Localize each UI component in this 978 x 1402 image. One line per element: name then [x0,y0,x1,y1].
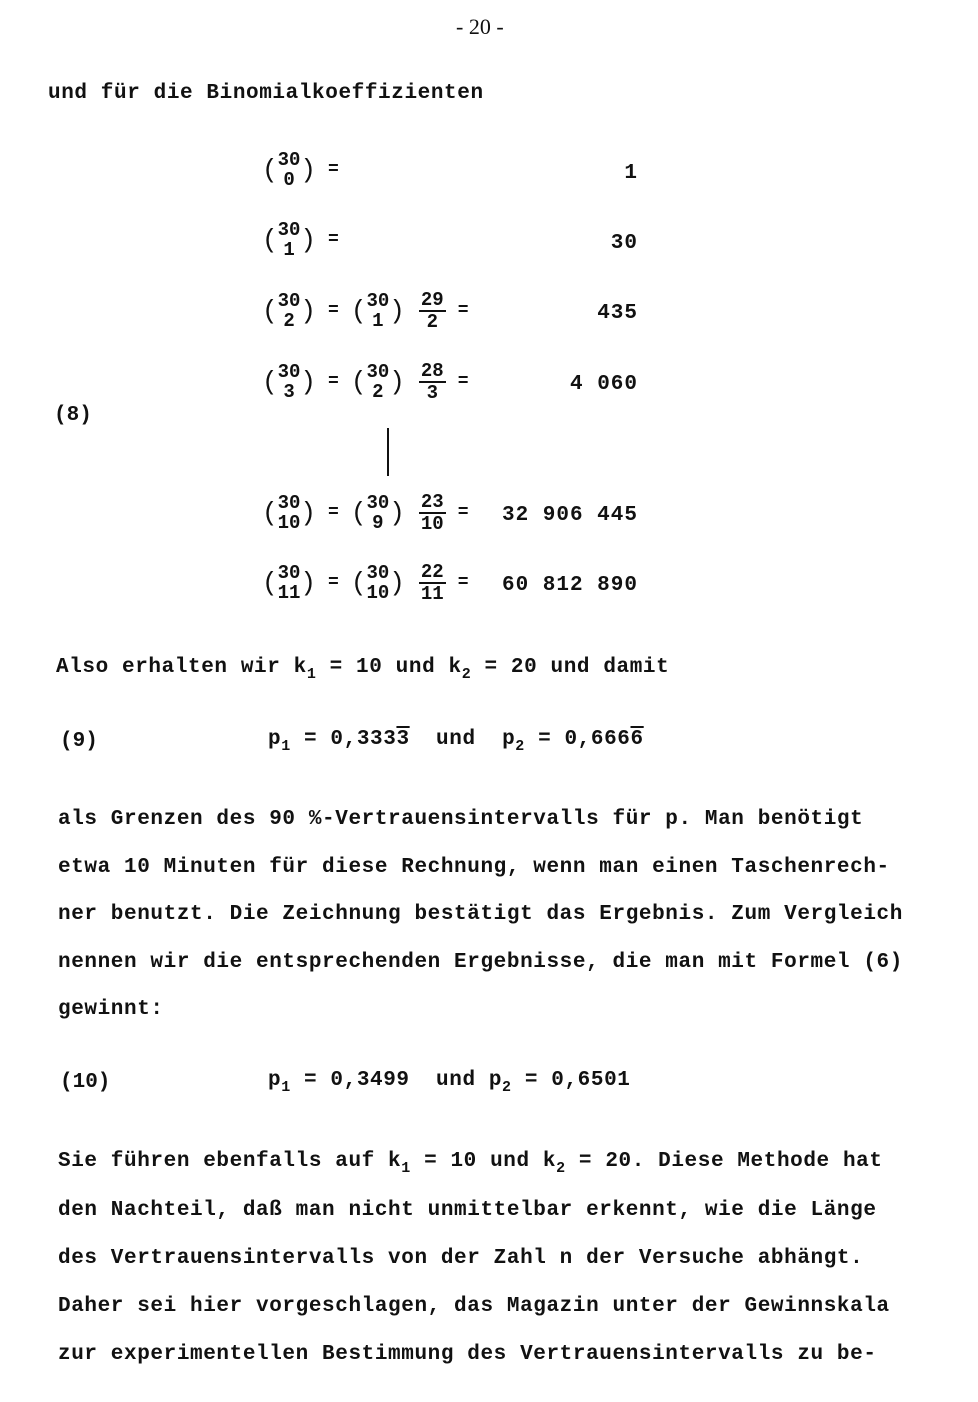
binomial-value: 4 060 [569,373,638,396]
p2-value: = 0,6501 [511,1069,631,1092]
equals-sign: = [457,573,469,593]
p2-prefix: Sie führen ebenfalls auf k [58,1150,402,1173]
equals-sign: = [328,301,339,321]
right-paren: ) [300,296,317,326]
fraction-numerator: 23 [420,491,444,513]
binom-n: 30 [277,492,301,514]
equation-9 [268,728,644,755]
also-line [56,656,669,683]
equals-sign: = [328,503,339,523]
binomial-rhs [351,362,405,402]
binom-n: 30 [366,492,390,514]
p2-suffix: = 20. Diese Methode hat [565,1150,883,1173]
p1-sub: 1 [281,1079,291,1096]
binomial-lhs [262,150,316,190]
fraction-numerator: 22 [420,561,444,583]
p2-sub: 2 [515,738,525,755]
binomial-row [262,562,481,612]
left-paren: ( [262,498,278,528]
p2-repeat-digit: 6 [630,728,644,751]
fraction [419,361,446,403]
p1-sub: 1 [281,738,291,755]
binom-n: 30 [277,219,301,241]
equals-sign: = [457,372,469,392]
binomial-rhs [351,493,405,533]
binomial-row [262,361,481,411]
fraction-denominator: 10 [420,513,444,535]
equation-10 [268,1069,630,1096]
right-paren: ) [300,225,317,255]
binomial-lhs [262,563,316,603]
sub-1: 1 [401,1160,411,1177]
binomial-value: 60 812 890 [501,574,638,597]
binom-n: 30 [277,149,301,171]
binom-k: 1 [283,239,295,261]
fraction-denominator: 3 [426,382,438,404]
equals-sign: = [328,230,339,250]
p1-value: = 0,333 [290,728,397,751]
also-mid: = 10 und k [316,656,462,679]
p1-repeat-digit: 3 [396,728,410,751]
binomial-lhs [262,493,316,533]
text-line: als Grenzen des 90 %-Vertrauensintervalls für p. Man benötigt [58,808,864,831]
binom-k: 0 [283,169,295,191]
binomial-rhs [351,291,405,331]
sub-2: 2 [556,1160,566,1177]
equals-sign: = [328,573,339,593]
binom-n: 30 [366,290,390,312]
binomial-value: 435 [597,302,638,325]
fraction-denominator: 2 [426,311,438,333]
binom-k: 2 [283,310,295,332]
left-paren: ( [350,568,367,598]
text-line: Daher sei hier vorgeschlagen, das Magazin unter der Gewinnskala [58,1295,890,1318]
text-line: nennen wir die entsprechenden Ergebnisse, die man mit Formel (6) [58,950,903,974]
binom-k: 11 [277,582,301,604]
binomial-lhs [262,291,316,331]
left-paren: ( [262,367,278,397]
left-paren: ( [350,498,367,528]
left-paren: ( [262,155,278,185]
page-number: - 20 - [456,14,504,39]
fraction [419,492,446,534]
equals-sign: = [457,301,469,321]
p1-value: = 0,3499 und p [290,1069,503,1092]
left-paren: ( [262,568,278,598]
also-suffix: = 20 und damit [471,656,670,679]
fraction-denominator: 11 [420,583,444,605]
right-paren: ) [389,367,405,397]
sub-2: 2 [461,666,472,683]
right-paren: ) [389,568,405,598]
p2-mid: = 10 und k [410,1150,557,1173]
left-paren: ( [262,296,278,326]
p1-symbol: p [268,728,282,751]
equals-sign: = [328,160,339,180]
binomial-value: 30 [610,232,638,255]
text-line: ner benutzt. Die Zeichnung bestätigt das Ergebnis. Zum Vergleich [58,903,903,926]
right-paren: ) [300,155,317,185]
sub-1: 1 [306,666,317,683]
left-paren: ( [350,296,367,326]
binom-k: 3 [283,381,295,403]
binomial-rhs [351,563,405,603]
p2-sub: 2 [502,1079,512,1096]
binomial-lhs [262,220,316,260]
binom-n: 30 [277,361,301,383]
right-paren: ) [300,498,317,528]
p2-symbol: p [502,728,516,751]
binom-n: 30 [366,562,390,584]
binomial-row [262,220,351,270]
equation-label-8: (8) [54,404,92,427]
fraction-numerator: 29 [420,289,444,311]
binomial-value: 1 [624,162,638,185]
fraction-numerator: 28 [420,360,444,382]
equals-sign: = [328,372,339,392]
text-line: den Nachteil, daß man nicht unmittelbar erkennt, wie die Länge [58,1199,877,1222]
binom-k: 2 [372,381,384,403]
equation-label-10: (10) [60,1071,111,1094]
right-paren: ) [389,498,405,528]
binomial-row [262,290,481,340]
intro-text: und für die Binomialkoeffizienten [48,82,484,105]
also-prefix: Also erhalten wir k [56,656,307,679]
ellipsis-vertical-line [387,428,389,476]
p2-value: = 0,666 [524,728,631,751]
paragraph-2-first-line [58,1150,883,1177]
binom-k: 10 [277,512,301,534]
binom-k: 1 [372,310,384,332]
equation-label-9: (9) [60,730,98,753]
text-line: gewinnt: [58,998,164,1021]
text-line: etwa 10 Minuten für diese Rechnung, wenn man einen Taschenrech- [58,855,890,879]
left-paren: ( [262,225,278,255]
binom-k: 10 [366,582,390,604]
binomial-lhs [262,362,316,402]
left-paren: ( [350,367,367,397]
binomial-value: 32 906 445 [501,504,638,527]
right-paren: ) [389,296,405,326]
fraction [419,290,446,332]
fraction [419,562,446,604]
binomial-row [262,492,481,542]
binom-k: 9 [372,512,384,534]
und-word: und [409,728,503,751]
right-paren: ) [300,568,317,598]
p1-symbol: p [268,1069,282,1092]
equals-sign: = [457,503,469,523]
right-paren: ) [300,367,317,397]
binom-n: 30 [277,562,301,584]
binom-n: 30 [366,361,390,383]
text-line: zur experimentellen Bestimmung des Vertrauensintervalls zu be- [58,1343,877,1366]
binom-n: 30 [277,290,301,312]
binomial-row [262,150,351,200]
text-line: des Vertrauensintervalls von der Zahl n der Versuche abhängt. [58,1247,864,1270]
